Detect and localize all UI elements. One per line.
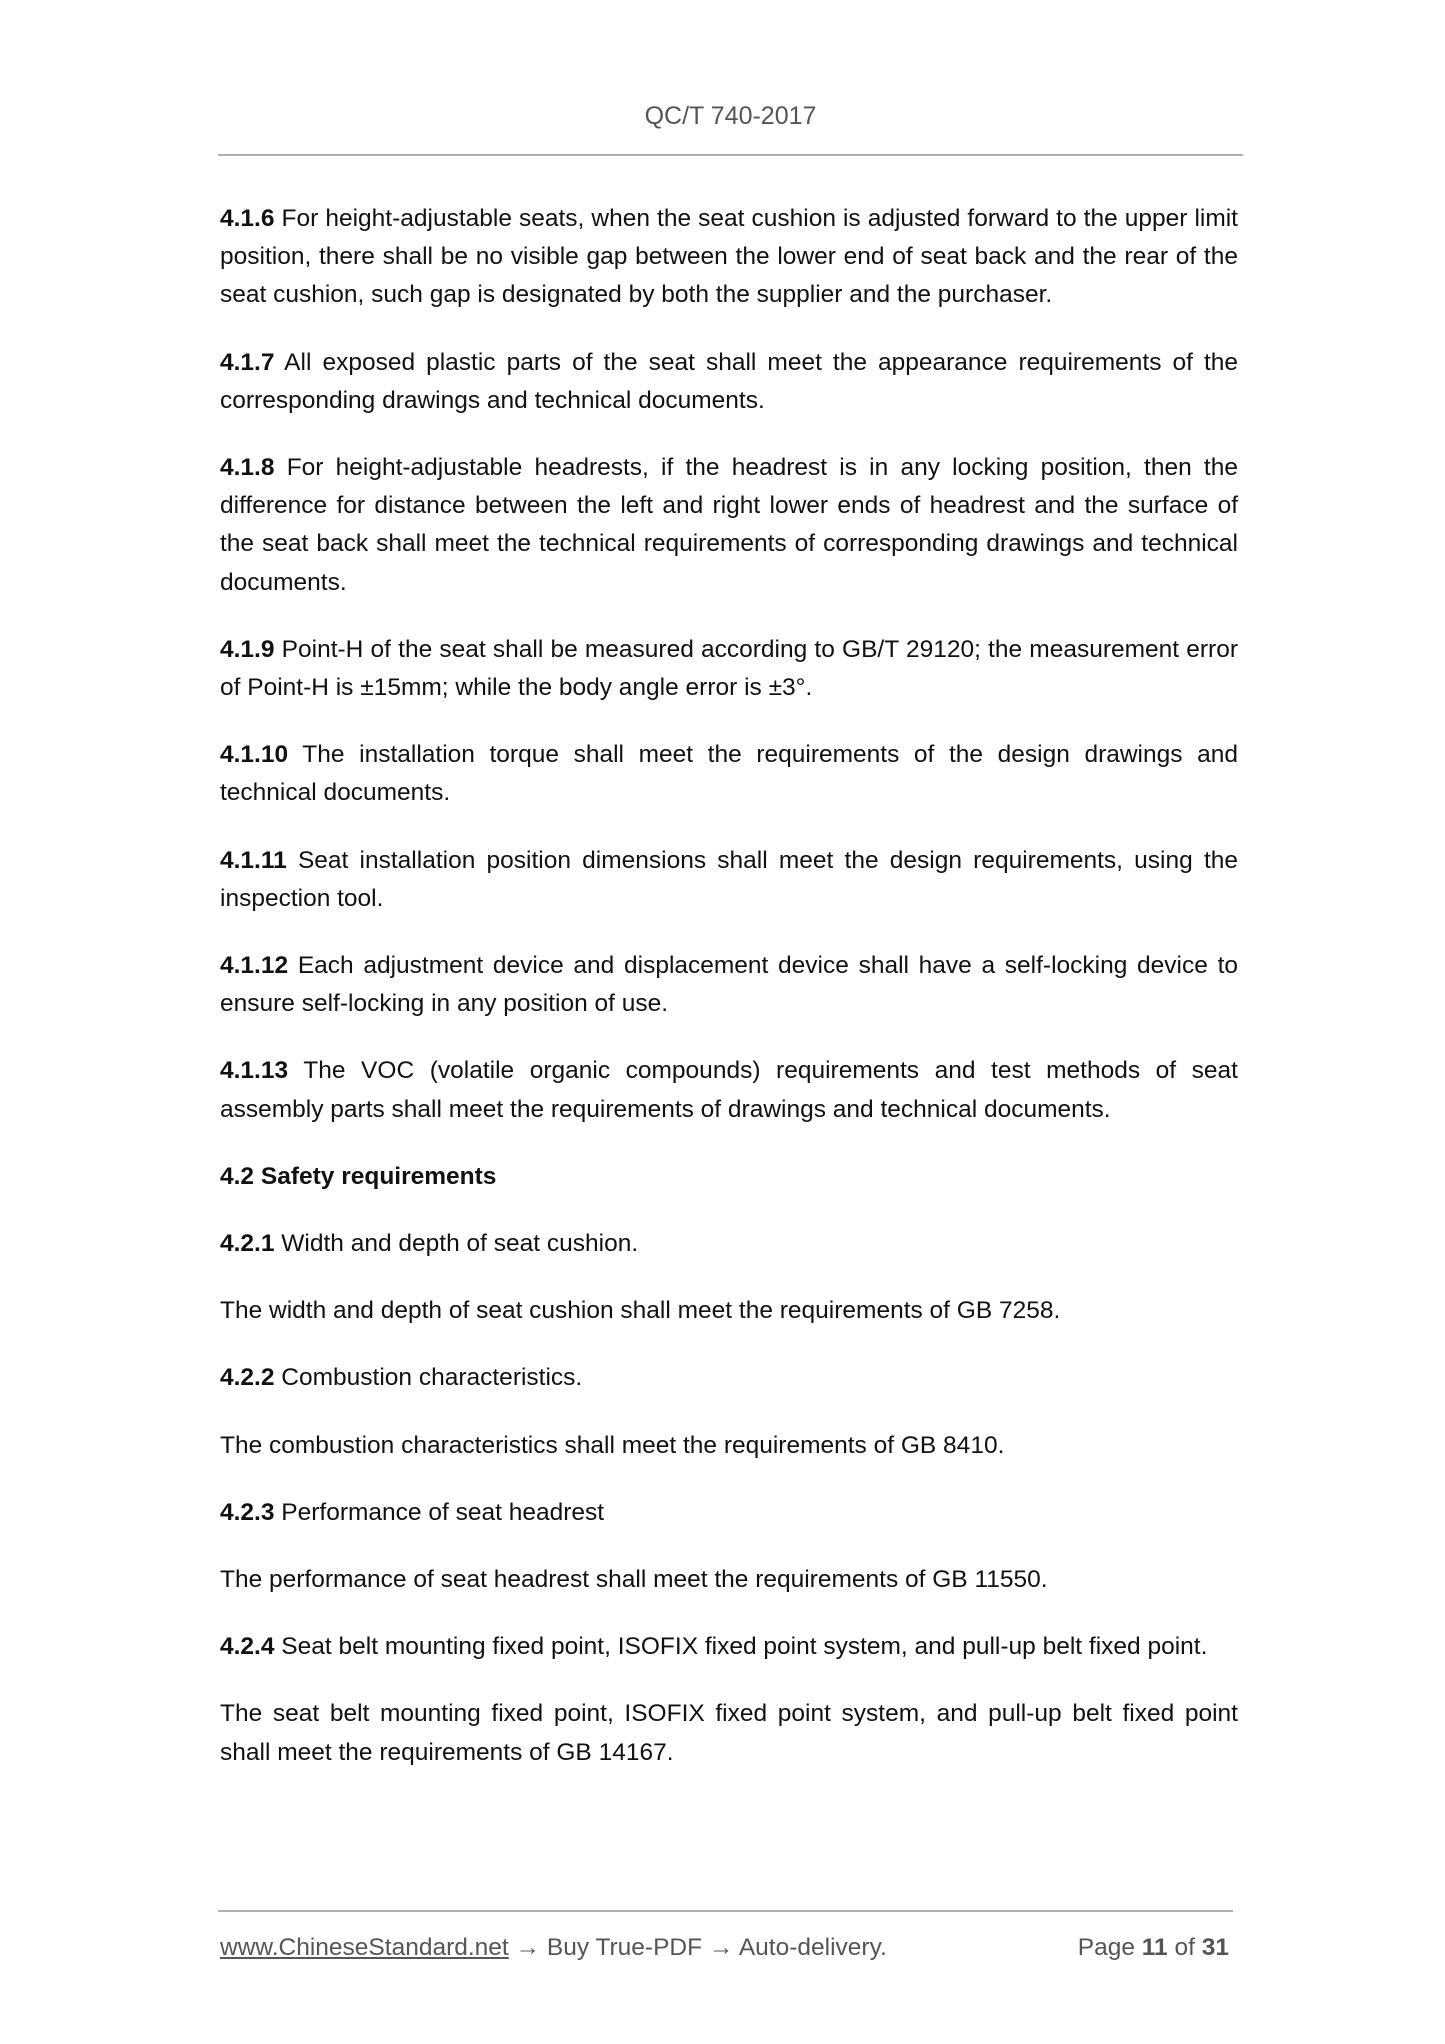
clause-number: 4.1.12 xyxy=(220,952,289,980)
section-heading-4-2: 4.2 Safety requirements xyxy=(220,1162,497,1190)
website-link[interactable]: www.ChineseStandard.net xyxy=(220,1934,509,1961)
clause-4-2-4-body: The seat belt mounting fixed point, ISOFIX fixed point system, and pull-up belt fixed point shall meet the requirements of GB 14167. xyxy=(220,1700,1238,1766)
clause-4-1-11 xyxy=(220,842,1238,918)
document-body xyxy=(220,200,1238,1801)
clause-text: The installation torque shall meet the requirements of the design drawings and technical documents. xyxy=(220,741,1238,807)
clause-text: Combustion characteristics. xyxy=(274,1364,583,1392)
clause-text: All exposed plastic parts of the seat shall meet the appearance requirements of the corresponding drawings and technical documents. xyxy=(220,348,1238,414)
clause-text: For height-adjustable seats, when the seat cushion is adjusted forward to the upper limit position, there shall be no visible gap between the lower end of seat back and the rear of the seat cushion, such gap is designated by both the supplier and the purchaser. xyxy=(220,205,1238,309)
page-footer xyxy=(218,1930,1233,1966)
clause-text: Performance of seat headrest xyxy=(274,1498,605,1526)
current-page: 11 xyxy=(1141,1934,1168,1961)
clause-4-1-8 xyxy=(220,449,1238,602)
clause-number: 4.1.7 xyxy=(220,348,275,376)
header-divider xyxy=(218,154,1243,156)
page-header-title: QC/T 740-2017 xyxy=(644,102,817,130)
clause-4-2-3 xyxy=(220,1494,1238,1532)
clause-4-2-1 xyxy=(220,1225,1238,1263)
arrow-right-icon: → xyxy=(508,1934,547,1961)
page-number xyxy=(1078,1930,1229,1966)
clause-number: 4.2.2 xyxy=(220,1364,275,1392)
clause-4-1-7 xyxy=(220,344,1238,420)
clause-number: 4.1.6 xyxy=(220,205,275,232)
clause-4-2-4 xyxy=(220,1628,1238,1666)
page-of-label: of xyxy=(1167,1934,1202,1961)
clause-number: 4.2.3 xyxy=(220,1498,275,1526)
clause-4-1-9 xyxy=(220,631,1238,707)
footer-promo xyxy=(220,1930,887,1966)
clause-text: Each adjustment device and displacement device shall have a self-locking device to ensure self-locking in any position of use. xyxy=(220,952,1238,1018)
clause-4-2-3-body: The performance of seat headrest shall meet the requirements of GB 11550. xyxy=(220,1566,1048,1594)
clause-text: Seat belt mounting fixed point, ISOFIX fixed point system, and pull-up belt fixed point. xyxy=(274,1633,1208,1661)
clause-text: The VOC (volatile organic compounds) requirements and test methods of seat assembly parts shall meet the requirements of drawings and technical documents. xyxy=(220,1057,1238,1123)
clause-4-1-6 xyxy=(220,200,1238,315)
clause-number: 4.2.4 xyxy=(220,1633,275,1661)
clause-text: For height-adjustable headrests, if the headrest is in any locking position, then the difference for distance between the left and right lower ends of headrest and the surface of the seat back shall meet the technical requirements of corresponding drawings and technical documents. xyxy=(220,454,1238,596)
clause-text: Width and depth of seat cushion. xyxy=(274,1230,639,1258)
clause-4-1-10 xyxy=(220,736,1238,812)
clause-4-1-13 xyxy=(220,1052,1238,1128)
clause-4-1-12 xyxy=(220,947,1238,1023)
total-pages: 31 xyxy=(1201,1934,1229,1961)
clause-4-2-1-body: The width and depth of seat cushion shall meet the requirements of GB 7258. xyxy=(220,1297,1061,1325)
footer-divider xyxy=(218,1910,1233,1912)
clause-text: Point-H of the seat shall be measured according to GB/T 29120; the measurement error of Point-H is ±15mm; while the body angle error is ±3°. xyxy=(220,635,1238,702)
clause-number: 4.1.10 xyxy=(220,741,289,769)
buy-pdf-text: Buy True-PDF xyxy=(546,1934,703,1961)
clause-number: 4.2.1 xyxy=(220,1230,275,1258)
clause-4-2-2-body: The combustion characteristics shall meet the requirements of GB 8410. xyxy=(220,1431,1005,1459)
clause-number: 4.1.11 xyxy=(220,846,287,874)
clause-number: 4.1.9 xyxy=(220,635,275,663)
arrow-right-icon: → xyxy=(702,1934,739,1961)
clause-text: Seat installation position dimensions shall meet the design requirements, using the inspection tool. xyxy=(220,846,1238,912)
page-label: Page xyxy=(1077,1934,1142,1961)
clause-number: 4.1.8 xyxy=(220,454,275,482)
auto-delivery-text: Auto-delivery. xyxy=(738,1934,887,1961)
clause-number: 4.1.13 xyxy=(220,1057,289,1085)
clause-4-2-2 xyxy=(220,1359,1238,1397)
